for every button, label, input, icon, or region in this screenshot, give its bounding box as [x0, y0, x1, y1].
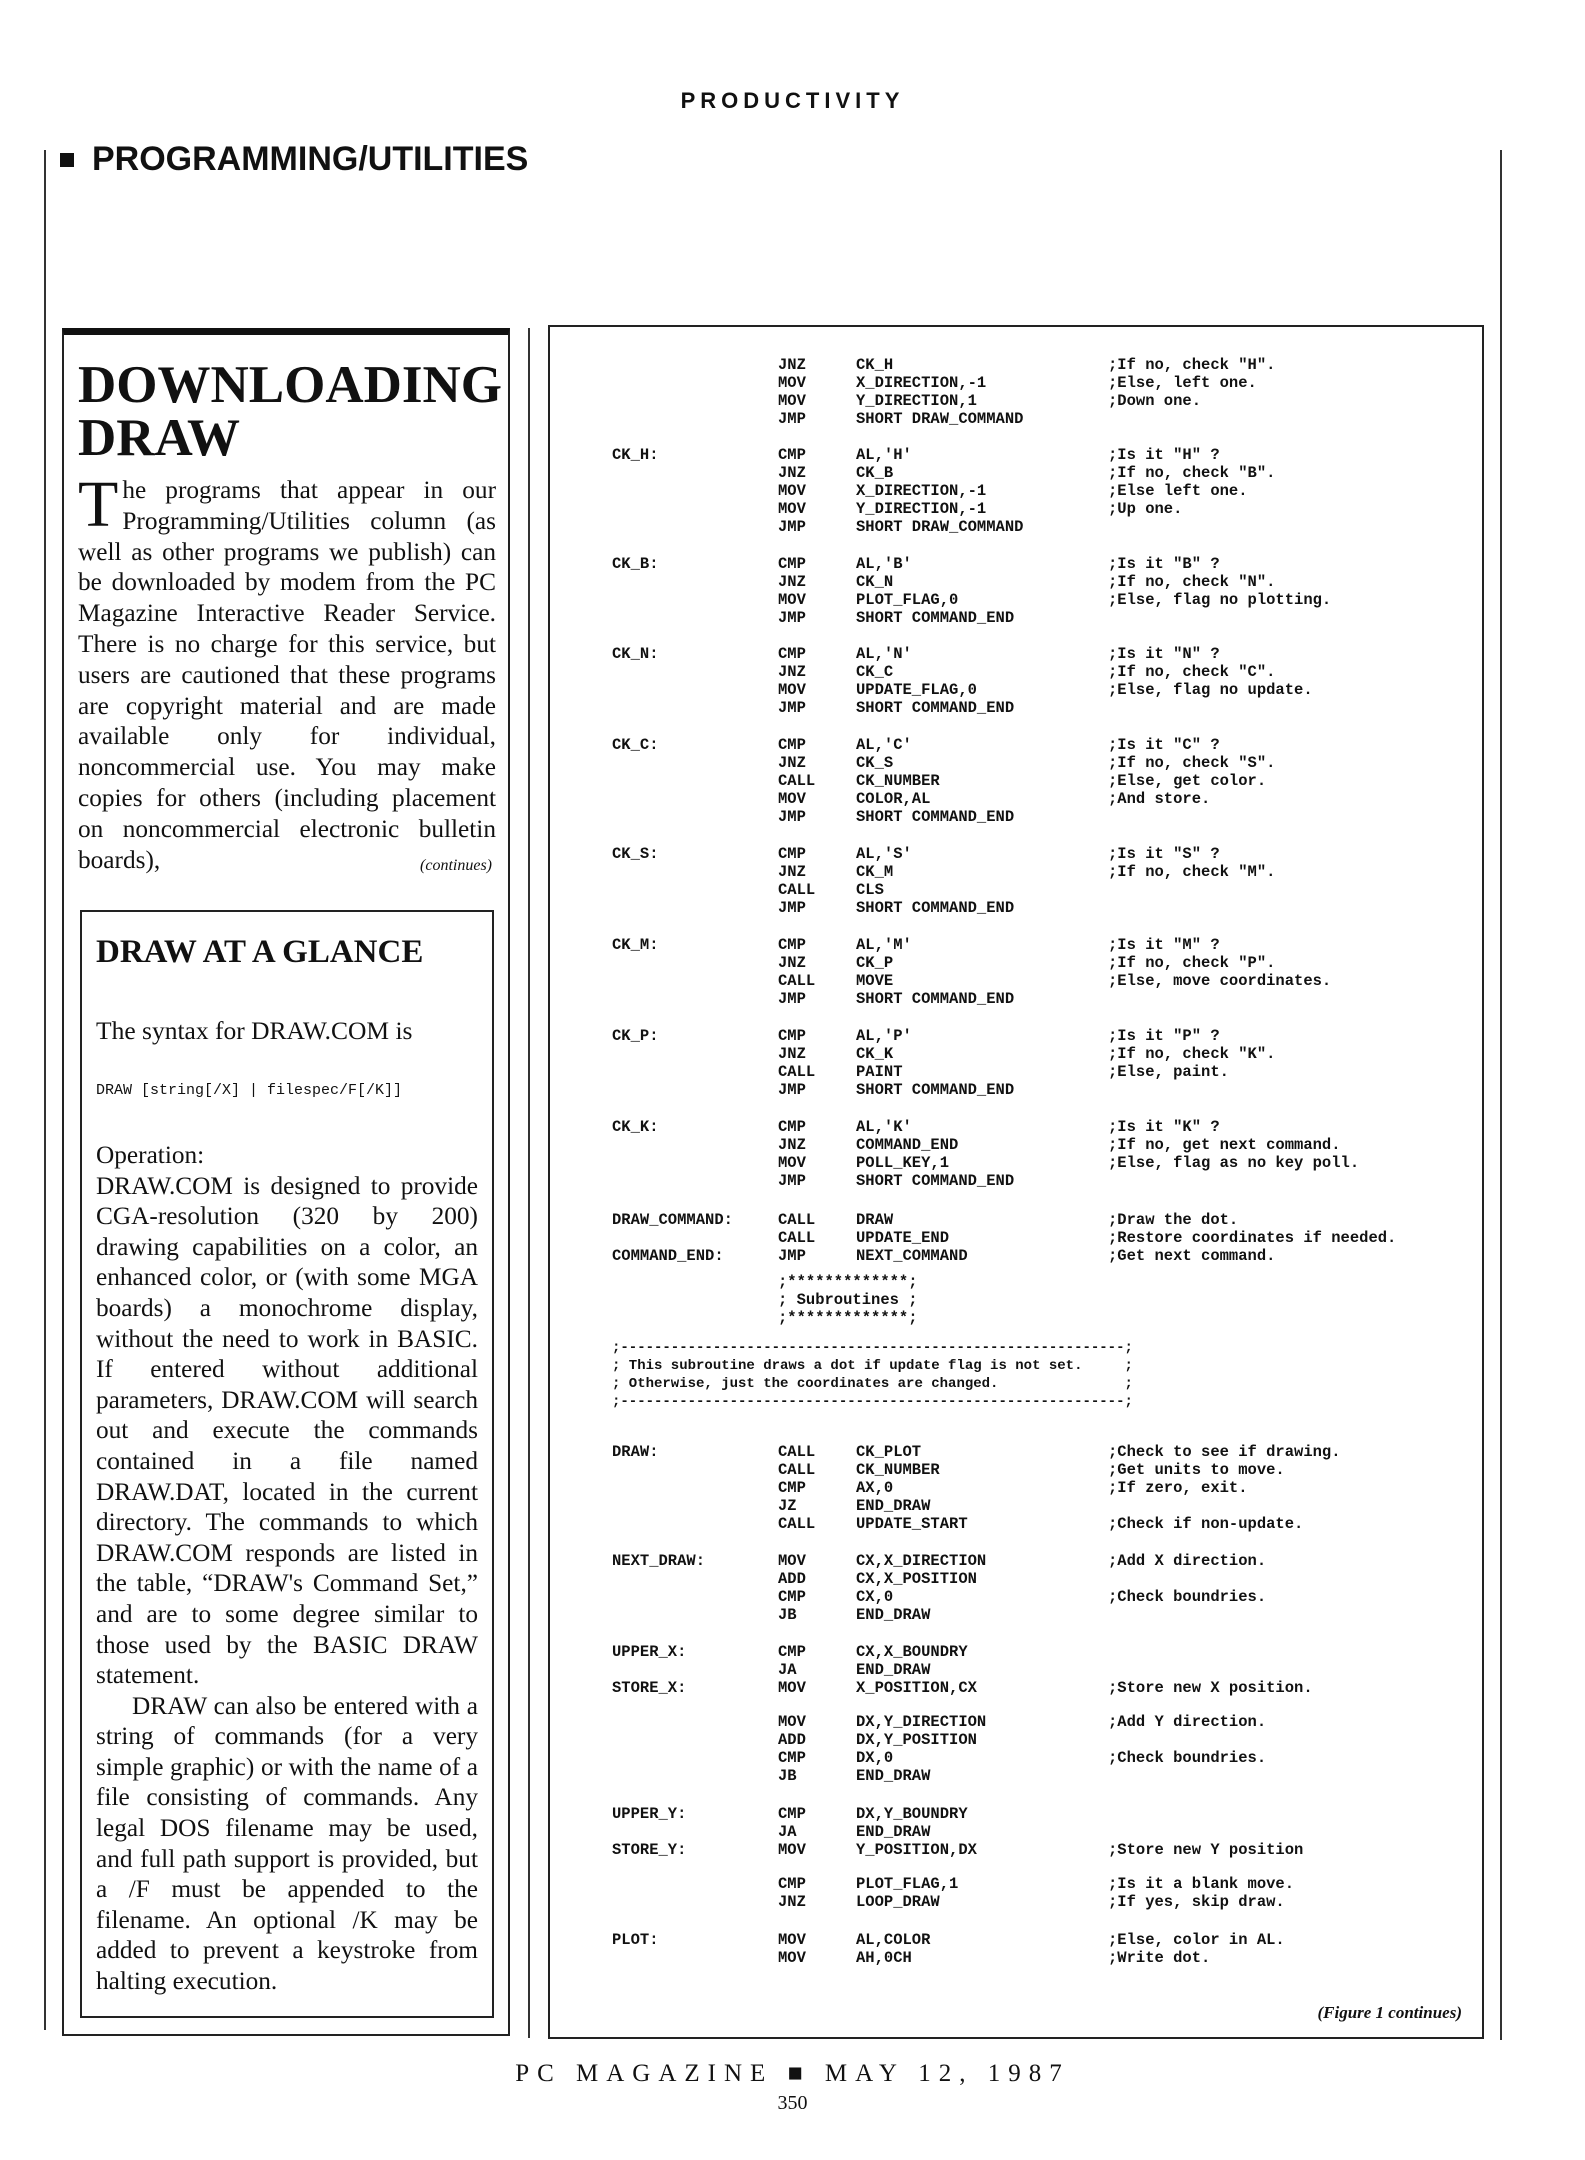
- code-op: JA: [778, 1823, 797, 1841]
- code-op: MOV: [778, 500, 806, 518]
- code-arg: UPDATE_FLAG,0: [856, 681, 977, 699]
- code-comment: ;Else left one.: [1108, 482, 1248, 500]
- code-op: MOV: [778, 1713, 806, 1731]
- code-label: UPPER_X:: [612, 1643, 687, 1661]
- code-op: JMP: [778, 699, 806, 717]
- code-comment: ;Get next command.: [1108, 1247, 1276, 1265]
- code-arg: Y_POSITION,DX: [856, 1841, 977, 1859]
- glance-syntax: DRAW [string[/X] | filespec/F[/K]]: [96, 1082, 403, 1099]
- code-op: CALL: [778, 1515, 816, 1533]
- code-op: JB: [778, 1767, 797, 1785]
- code-op: MOV: [778, 392, 806, 410]
- code-arg: COMMAND_END: [856, 1136, 959, 1154]
- code-arg: CX,0: [856, 1588, 894, 1606]
- code-arg: END_DRAW: [856, 1661, 931, 1679]
- code-op: MOV: [778, 681, 806, 699]
- code-comment: ;Restore coordinates if needed.: [1108, 1229, 1397, 1247]
- code-comment: ;Store new X position.: [1108, 1679, 1313, 1697]
- code-comment: ;If no, check "P".: [1108, 954, 1276, 972]
- code-arg: CK_C: [856, 663, 894, 681]
- code-comment: ;If no, check "B".: [1108, 464, 1276, 482]
- code-op: JNZ: [778, 464, 806, 482]
- code-arg: DX,Y_POSITION: [856, 1731, 977, 1749]
- code-arg: AL,'B': [856, 555, 912, 573]
- code-comment: ;Check boundries.: [1108, 1588, 1267, 1606]
- code-op: MOV: [778, 1154, 806, 1172]
- code-arg: SHORT COMMAND_END: [856, 699, 1015, 717]
- code-label: NEXT_DRAW:: [612, 1552, 706, 1570]
- code-comment: ;Draw the dot.: [1108, 1211, 1239, 1229]
- code-arg: SHORT COMMAND_END: [856, 808, 1015, 826]
- code-arg: AL,COLOR: [856, 1931, 931, 1949]
- code-op: CMP: [778, 555, 806, 573]
- code-comment: ;Is it "C" ?: [1108, 736, 1220, 754]
- code-comment: ;Write dot.: [1108, 1949, 1211, 1967]
- code-comment: ;Is it "M" ?: [1108, 936, 1220, 954]
- footer-magazine: PC MAGAZINE ■ MAY 12, 1987: [515, 2060, 1070, 2087]
- code-op: CMP: [778, 936, 806, 954]
- code-comment: ;Check boundries.: [1108, 1749, 1267, 1767]
- code-arg: CK_N: [856, 573, 894, 591]
- code-op: JNZ: [778, 1893, 806, 1911]
- code-op: JMP: [778, 1081, 806, 1099]
- code-op: CALL: [778, 881, 816, 899]
- downloading-sidebar: [62, 328, 510, 2036]
- code-figure: [548, 325, 1484, 2039]
- code-arg: CK_H: [856, 356, 894, 374]
- bullet-square-icon: [60, 153, 74, 167]
- code-arg: X_DIRECTION,-1: [856, 374, 987, 392]
- code-arg: END_DRAW: [856, 1606, 931, 1624]
- code-arg: SHORT COMMAND_END: [856, 1081, 1015, 1099]
- code-comment: ;If no, get next command.: [1108, 1136, 1341, 1154]
- code-arg: PLOT_FLAG,0: [856, 591, 959, 609]
- code-label: DRAW_COMMAND:: [612, 1211, 733, 1229]
- code-listing: [550, 327, 1486, 2041]
- code-op: JMP: [778, 808, 806, 826]
- code-arg: CK_PLOT: [856, 1443, 922, 1461]
- code-arg: CK_S: [856, 754, 894, 772]
- code-op: MOV: [778, 374, 806, 392]
- code-comment: ;Else, flag no update.: [1108, 681, 1313, 699]
- code-op: MOV: [778, 1841, 806, 1859]
- code-arg: DRAW: [856, 1211, 894, 1229]
- code-comment: ;Is it "N" ?: [1108, 645, 1220, 663]
- code-label: CK_B:: [612, 555, 659, 573]
- code-op: CMP: [778, 1643, 806, 1661]
- code-arg: END_DRAW: [856, 1823, 931, 1841]
- code-op: CALL: [778, 1211, 816, 1229]
- code-op: MOV: [778, 591, 806, 609]
- code-arg: CLS: [856, 881, 884, 899]
- code-comment: ;Add X direction.: [1108, 1552, 1267, 1570]
- code-label: ; This subroutine draws a dot if update flag is not set. ;: [612, 1358, 1133, 1374]
- code-op: ADD: [778, 1731, 806, 1749]
- code-arg: SHORT DRAW_COMMAND: [856, 518, 1024, 536]
- center-rule: [528, 328, 530, 2038]
- code-op: MOV: [778, 1931, 806, 1949]
- code-op: CMP: [778, 736, 806, 754]
- code-op: MOV: [778, 1679, 806, 1697]
- code-op: CALL: [778, 972, 816, 990]
- code-op: JNZ: [778, 573, 806, 591]
- page-number: 350: [777, 2092, 808, 2114]
- code-arg: CK_NUMBER: [856, 772, 940, 790]
- sidebar-body-text: he programs that appear in our Programming/Utilities column (as well as other programs we publish) can be downloaded by modem from the PC Magazine Interactive Reader Service. There is no charge for this service, but users are cautioned that these programs are copyright material and are made available only for individual, noncommercial use. You may make copies for others (including placement on noncommercial electronic bulletin boards),: [78, 476, 496, 874]
- code-arg: DX,0: [856, 1749, 894, 1767]
- code-arg: AL,'H': [856, 446, 912, 464]
- code-arg: MOVE: [856, 972, 894, 990]
- code-op: ; Subroutines ;: [778, 1291, 918, 1309]
- code-op: CMP: [778, 446, 806, 464]
- code-op: CALL: [778, 1461, 816, 1479]
- code-arg: CK_K: [856, 1045, 894, 1063]
- code-label: ; Otherwise, just the coordinates are changed. ;: [612, 1376, 1133, 1392]
- code-label: CK_K:: [612, 1118, 659, 1136]
- code-arg: SHORT COMMAND_END: [856, 1172, 1015, 1190]
- code-op: JA: [778, 1661, 797, 1679]
- code-op: JNZ: [778, 863, 806, 881]
- code-arg: AL,'P': [856, 1027, 912, 1045]
- code-arg: AL,'N': [856, 645, 912, 663]
- code-op: CALL: [778, 1063, 816, 1081]
- code-arg: UPDATE_START: [856, 1515, 968, 1533]
- section-label: PRODUCTIVITY: [680, 88, 905, 113]
- code-op: CMP: [778, 1479, 806, 1497]
- code-label: ;------------------------------------------------------------;: [612, 1340, 1133, 1356]
- code-arg: SHORT COMMAND_END: [856, 990, 1015, 1008]
- code-arg: AL,'M': [856, 936, 912, 954]
- glance-para-1: DRAW.COM is designed to provide CGA-resolution (320 by 200) drawing capabilities on a color, an enhanced color, or (with some MGA boards) a monochrome display, without the need to work in BASIC. If entered without additional parameters, DRAW.COM will search out and execute the commands contained in a file named DRAW.DAT, located in the current directory. The commands to which DRAW.COM responds are listed in the table, “DRAW's Command Set,” and are to some degree similar to those used by the BASIC DRAW statement.: [96, 1171, 478, 1690]
- code-comment: ;If no, check "N".: [1108, 573, 1276, 591]
- code-op: CMP: [778, 1588, 806, 1606]
- operation-label: Operation:: [96, 1141, 205, 1169]
- code-op: CMP: [778, 1749, 806, 1767]
- code-comment: ;Get units to move.: [1108, 1461, 1285, 1479]
- code-arg: AX,0: [856, 1479, 894, 1497]
- code-arg: PAINT: [856, 1063, 903, 1081]
- code-comment: ;Is it "K" ?: [1108, 1118, 1220, 1136]
- sidebar-body: [78, 468, 496, 875]
- code-op: CMP: [778, 1805, 806, 1823]
- code-op: JB: [778, 1606, 797, 1624]
- code-arg: COLOR,AL: [856, 790, 931, 808]
- code-op: JZ: [778, 1497, 797, 1515]
- code-arg: LOOP_DRAW: [856, 1893, 940, 1911]
- code-label: CK_N:: [612, 645, 659, 663]
- glance-body: [96, 1140, 478, 1997]
- code-arg: CK_B: [856, 464, 894, 482]
- code-arg: CK_NUMBER: [856, 1461, 940, 1479]
- code-comment: ;Else, get color.: [1108, 772, 1267, 790]
- code-comment: ;Check if non-update.: [1108, 1515, 1304, 1533]
- code-op: JMP: [778, 410, 806, 428]
- code-arg: END_DRAW: [856, 1497, 931, 1515]
- glance-syntax-intro: The syntax for DRAW.COM is: [96, 1016, 413, 1045]
- code-op: MOV: [778, 1949, 806, 1967]
- glance-para-2: DRAW can also be entered with a string of commands (for a very simple graphic) or with the name of a file consisting of commands. Any legal DOS filename may be used, and full path support is provided, but a /F must be appended to the filename. An optional /K may be added to prevent a keystroke from halting execution.: [96, 1691, 478, 1996]
- left-rule: [44, 150, 46, 2030]
- code-comment: ;Is it "S" ?: [1108, 845, 1220, 863]
- code-arg: CX,X_POSITION: [856, 1570, 977, 1588]
- code-op: CMP: [778, 1118, 806, 1136]
- code-op: CMP: [778, 1875, 806, 1893]
- code-op: CALL: [778, 1229, 816, 1247]
- code-comment: ;Check to see if drawing.: [1108, 1443, 1341, 1461]
- code-arg: END_DRAW: [856, 1767, 931, 1785]
- code-label: STORE_X:: [612, 1679, 687, 1697]
- code-op: JNZ: [778, 1136, 806, 1154]
- code-comment: ;Else, flag no plotting.: [1108, 591, 1332, 609]
- code-label: PLOT:: [612, 1931, 659, 1949]
- code-comment: ;And store.: [1108, 790, 1211, 808]
- code-arg: SHORT COMMAND_END: [856, 609, 1015, 627]
- code-comment: ;If no, check "S".: [1108, 754, 1276, 772]
- column-title: PROGRAMMING/UTILITIES: [92, 140, 529, 178]
- code-label: STORE_Y:: [612, 1841, 687, 1859]
- sidebar-title: DOWNLOADING DRAW: [78, 356, 503, 467]
- code-op: CMP: [778, 645, 806, 663]
- code-comment: ;Up one.: [1108, 500, 1183, 518]
- code-comment: ;Else, left one.: [1108, 374, 1257, 392]
- code-op: JNZ: [778, 754, 806, 772]
- code-comment: ;If yes, skip draw.: [1108, 1893, 1285, 1911]
- code-comment: ;If no, check "K".: [1108, 1045, 1276, 1063]
- code-label: CK_P:: [612, 1027, 659, 1045]
- code-label: CK_C:: [612, 736, 659, 754]
- code-op: JNZ: [778, 954, 806, 972]
- code-op: JNZ: [778, 1045, 806, 1063]
- code-op: ;*************;: [778, 1309, 918, 1327]
- code-op: MOV: [778, 790, 806, 808]
- code-op: JNZ: [778, 356, 806, 374]
- code-op: CMP: [778, 845, 806, 863]
- code-label: CK_M:: [612, 936, 659, 954]
- code-arg: AL,'K': [856, 1118, 912, 1136]
- code-label: CK_H:: [612, 446, 659, 464]
- code-comment: ;If zero, exit.: [1108, 1479, 1248, 1497]
- code-comment: ;Else, move coordinates.: [1108, 972, 1332, 990]
- code-arg: UPDATE_END: [856, 1229, 950, 1247]
- column-heading: [60, 140, 528, 179]
- drop-cap: T: [78, 468, 119, 541]
- code-comment: ;Is it "P" ?: [1108, 1027, 1220, 1045]
- code-op: JMP: [778, 899, 806, 917]
- code-op: JNZ: [778, 663, 806, 681]
- code-comment: ;If no, check "M".: [1108, 863, 1276, 881]
- code-comment: ;If no, check "C".: [1108, 663, 1276, 681]
- code-arg: AL,'C': [856, 736, 912, 754]
- code-comment: ;Is it "H" ?: [1108, 446, 1220, 464]
- code-arg: CX,X_BOUNDRY: [856, 1643, 968, 1661]
- code-op: CALL: [778, 1443, 816, 1461]
- code-op: CMP: [778, 1027, 806, 1045]
- code-label: COMMAND_END:: [612, 1247, 724, 1265]
- code-op: JMP: [778, 1172, 806, 1190]
- code-arg: SHORT COMMAND_END: [856, 899, 1015, 917]
- code-op: JMP: [778, 609, 806, 627]
- code-comment: ;Else, paint.: [1108, 1063, 1229, 1081]
- right-rule: [1500, 150, 1502, 2040]
- draw-at-a-glance-box: [80, 910, 494, 2018]
- code-op: JMP: [778, 518, 806, 536]
- code-comment: ;If no, check "H".: [1108, 356, 1276, 374]
- code-arg: DX,Y_BOUNDRY: [856, 1805, 968, 1823]
- code-comment: ;Is it a blank move.: [1108, 1875, 1295, 1893]
- code-label: UPPER_Y:: [612, 1805, 687, 1823]
- code-arg: NEXT_COMMAND: [856, 1247, 968, 1265]
- code-op: MOV: [778, 1552, 806, 1570]
- code-op: ADD: [778, 1570, 806, 1588]
- code-arg: Y_DIRECTION,-1: [856, 500, 987, 518]
- code-arg: Y_DIRECTION,1: [856, 392, 977, 410]
- code-arg: AH,0CH: [856, 1949, 912, 1967]
- code-arg: CK_P: [856, 954, 894, 972]
- glance-title: DRAW AT A GLANCE: [96, 934, 424, 970]
- sidebar-continues: (continues): [420, 857, 492, 874]
- code-op: CALL: [778, 772, 816, 790]
- code-arg: SHORT DRAW_COMMAND: [856, 410, 1024, 428]
- code-arg: DX,Y_DIRECTION: [856, 1713, 987, 1731]
- code-arg: AL,'S': [856, 845, 912, 863]
- code-arg: POLL_KEY,1: [856, 1154, 950, 1172]
- code-comment: ;Down one.: [1108, 392, 1202, 410]
- code-comment: ;Is it "B" ?: [1108, 555, 1220, 573]
- code-op: JMP: [778, 1247, 806, 1265]
- code-comment: ;Add Y direction.: [1108, 1713, 1267, 1731]
- code-op: ;*************;: [778, 1273, 918, 1291]
- code-arg: CK_M: [856, 863, 894, 881]
- code-comment: ;Else, color in AL.: [1108, 1931, 1285, 1949]
- code-arg: X_DIRECTION,-1: [856, 482, 987, 500]
- code-label: CK_S:: [612, 845, 659, 863]
- code-comment: ;Store new Y position: [1108, 1841, 1304, 1859]
- code-arg: X_POSITION,CX: [856, 1679, 977, 1697]
- code-label: ;------------------------------------------------------------;: [612, 1394, 1133, 1410]
- code-comment: ;Else, flag as no key poll.: [1108, 1154, 1360, 1172]
- figure-continues: (Figure 1 continues): [1317, 2003, 1462, 2022]
- code-arg: PLOT_FLAG,1: [856, 1875, 959, 1893]
- code-arg: CX,X_DIRECTION: [856, 1552, 987, 1570]
- code-label: DRAW:: [612, 1443, 659, 1461]
- code-op: JMP: [778, 990, 806, 1008]
- code-op: MOV: [778, 482, 806, 500]
